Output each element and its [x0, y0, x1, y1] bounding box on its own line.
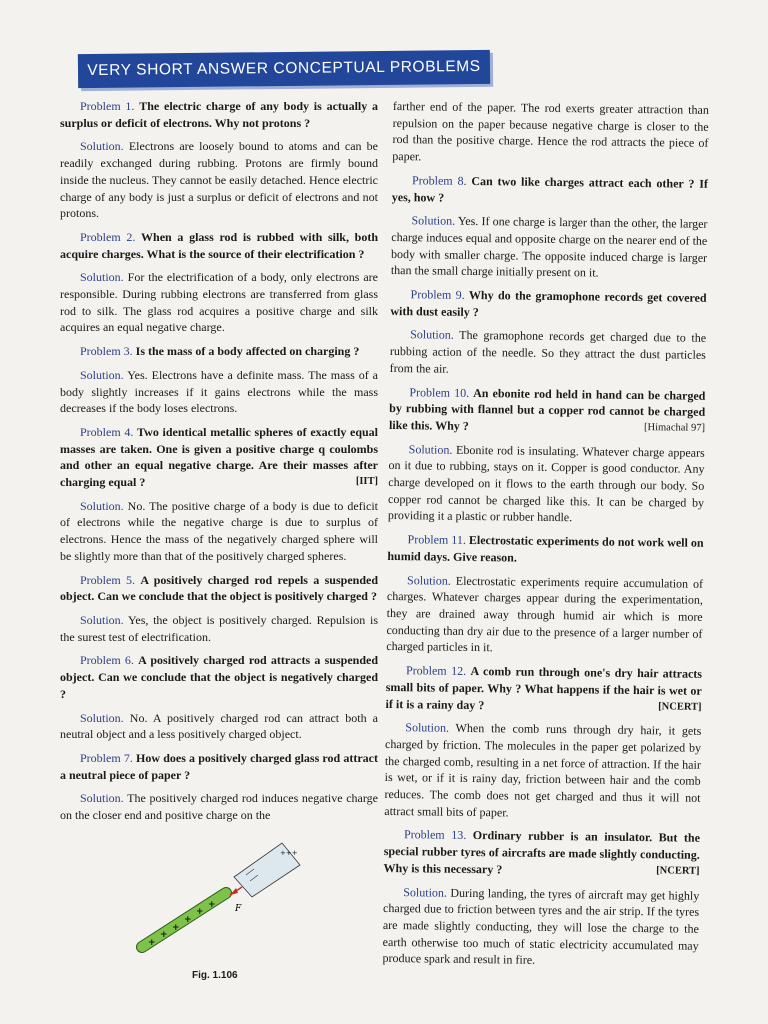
source-tag: [NCERT]	[656, 865, 700, 877]
svg-text:+: +	[148, 938, 156, 948]
problem-12-solution: Solution. When the comb runs through dry hair, it gets charged by friction. The molecules in the paper get polarized by the charged comb, resulting in a net force of attraction. If the hair is wet, or if it is rainy day, friction between hair and the comb reduces. The comb does not get charged and thus it will not attract small bits of paper.	[384, 720, 702, 820]
figure-charged-rod-paper	[130, 835, 320, 955]
svg-text:+: +	[208, 900, 216, 910]
source-tag: [Himachal 97]	[643, 422, 706, 434]
problem-6-question: Problem 6. A positively charged rod attracts a suspended object. Can we conclude that the object is negatively charged ?	[60, 653, 378, 701]
problem-11-question: Problem 11. Electrostatic experiments do not work well on humid days. Give reason.	[387, 532, 704, 565]
problem-9-solution: Solution. The gramophone records get charged due to the rubbing action of the needle. So they attract the dust particles from the air.	[389, 327, 707, 376]
problem-8-solution: Solution. Yes. If one charge is larger than the other, the larger charge induces equal and opposite charge on the nearer end of the body with smaller charge. The opposite induced charge is larger than the small charge initially present on it.	[390, 213, 708, 280]
problem-9-question: Problem 9. Why do the gramophone records get covered with dust easily ?	[390, 287, 707, 319]
svg-text:+: +	[196, 907, 204, 917]
problem-11-solution: Solution. Electrostatic experiments require accumulation of charges. Whatever charges appear during the experimentation, they are drained away through humid air which is more conducting than dry air due to the presence of a larger number of charged particles in it.	[386, 572, 704, 655]
problem-12-question: Problem 12. A comb run through one's dry hair attracts small bits of paper. Why ? What happens if the hair is wet or if it is a rainy day ? [NCERT]	[385, 662, 702, 716]
section-heading: VERY SHORT ANSWER CONCEPTUAL PROBLEMS	[87, 57, 481, 80]
figure-caption: Fig. 1.106	[192, 970, 238, 981]
problem-13-solution: Solution. During landing, the tyres of aircraft may get highly charged due to friction between tyres and the air strip. If the tyres are made slightly conducting, they will lose the charge to the earth otherwise too much of static electricity accumulated may produce spark and result in fire.	[382, 884, 700, 968]
force-label: F	[235, 904, 242, 914]
problem-3-question: Problem 3. Is the mass of a body affected on charging ?	[80, 344, 360, 359]
problem-5-solution: Solution. Yes, the object is positively charged. Repulsion is the surest test of electrification.	[60, 612, 378, 644]
problem-4-question: Problem 4. Two identical metallic spheres of exactly equal masses are taken. One is given a positive charge q coulombs and other an equal negative charge. Are their masses after charging equal ? [IIT]	[60, 424, 379, 490]
problem-4-solution: Solution. No. The positive charge of a body is due to deficit of electrons while the negative charge is due to surplus of electrons. Hence the mass of the negatively charged sphere will be slightly more than that of the positively charged spheres.	[60, 498, 378, 563]
problem-1-question: Problem 1. The electric charge of any body is actually a surplus or deficit of electrons. Why not protons ?	[60, 99, 379, 130]
paper-piece	[234, 843, 300, 897]
problem-6-solution: Solution. No. A positively charged rod can attract both a neutral object and a less positively charged object.	[60, 710, 378, 742]
problem-13-question: Problem 13. Ordinary rubber is an insulator. But the special rubber tyres of aircrafts are made slightly conducting. Why is this necessary ? [NCERT]	[383, 826, 700, 880]
problem-1-solution: Solution. Electrons are loosely bound to atoms and can be readily exchanged during rubbing. Protons are firmly bound inside the nucleus. They cannot be easily detached. Hence electric charge of any body is just a surplus or deficit of electrons and not protons.	[60, 139, 378, 221]
svg-text:+: +	[172, 923, 180, 933]
source-tag: [IIT]	[355, 476, 378, 488]
problem-7-solution-continued: farther end of the paper. The rod exerts greater attraction than repulsion on the paper because negative charge is closer to the rod than the positive charge. Hence the rod attracts the piece of paper.	[392, 98, 709, 164]
section-heading-banner	[78, 50, 490, 88]
problem-5-question: Problem 5. A positively charged rod repels a suspended object. Can we conclude that the object is positively charged ?	[60, 572, 378, 604]
svg-text:+++: +++	[280, 849, 298, 857]
problem-8-question: Problem 8. Can two like charges attract each other ? If yes, how ?	[391, 173, 709, 205]
problem-7-question: Problem 7. How does a positively charged glass rod attract a neutral piece of paper ?	[60, 750, 379, 782]
problem-2-question: Problem 2. When a glass rod is rubbed with silk, both acquire charges. What is the source of their electrification ?	[60, 229, 379, 261]
source-tag: [NCERT]	[658, 700, 702, 713]
right-column	[382, 98, 709, 978]
problem-2-solution: Solution. For the electrification of a body, only electrons are responsible. During rubbing electrons are transferred from glass rod to silk. The glass rod acquires a positive charge and silk acquires an equal negative charge.	[60, 270, 379, 335]
svg-text:+: +	[160, 930, 168, 940]
problem-7-solution: Solution. The positively charged rod induces negative charge on the closer end and positive charge on the	[60, 791, 378, 823]
charged-glass-rod	[142, 893, 226, 948]
svg-text:+: +	[184, 915, 192, 925]
problem-3-solution: Solution. Yes. Electrons have a definite mass. The mass of a body slightly increases if it gains electrons while the mass decreases if the body loses electrons.	[60, 367, 378, 416]
arrow-icon	[230, 887, 242, 895]
problem-10-solution: Solution. Ebonite rod is insulating. Whatever charge appears on it due to rubbing, stays on it. Copper is good conductor. Any charge developed on it flows to the earth through our body. So copper rod cannot be charged like this. It can be charged by providing it a plastic or rubber handle.	[387, 441, 705, 525]
left-column	[60, 98, 378, 831]
problem-10-question: Problem 10. An ebonite rod held in hand can be charged by rubbing with flannel but a copper rod cannot be charged like this. Why ? [Himachal 97]	[389, 384, 706, 438]
